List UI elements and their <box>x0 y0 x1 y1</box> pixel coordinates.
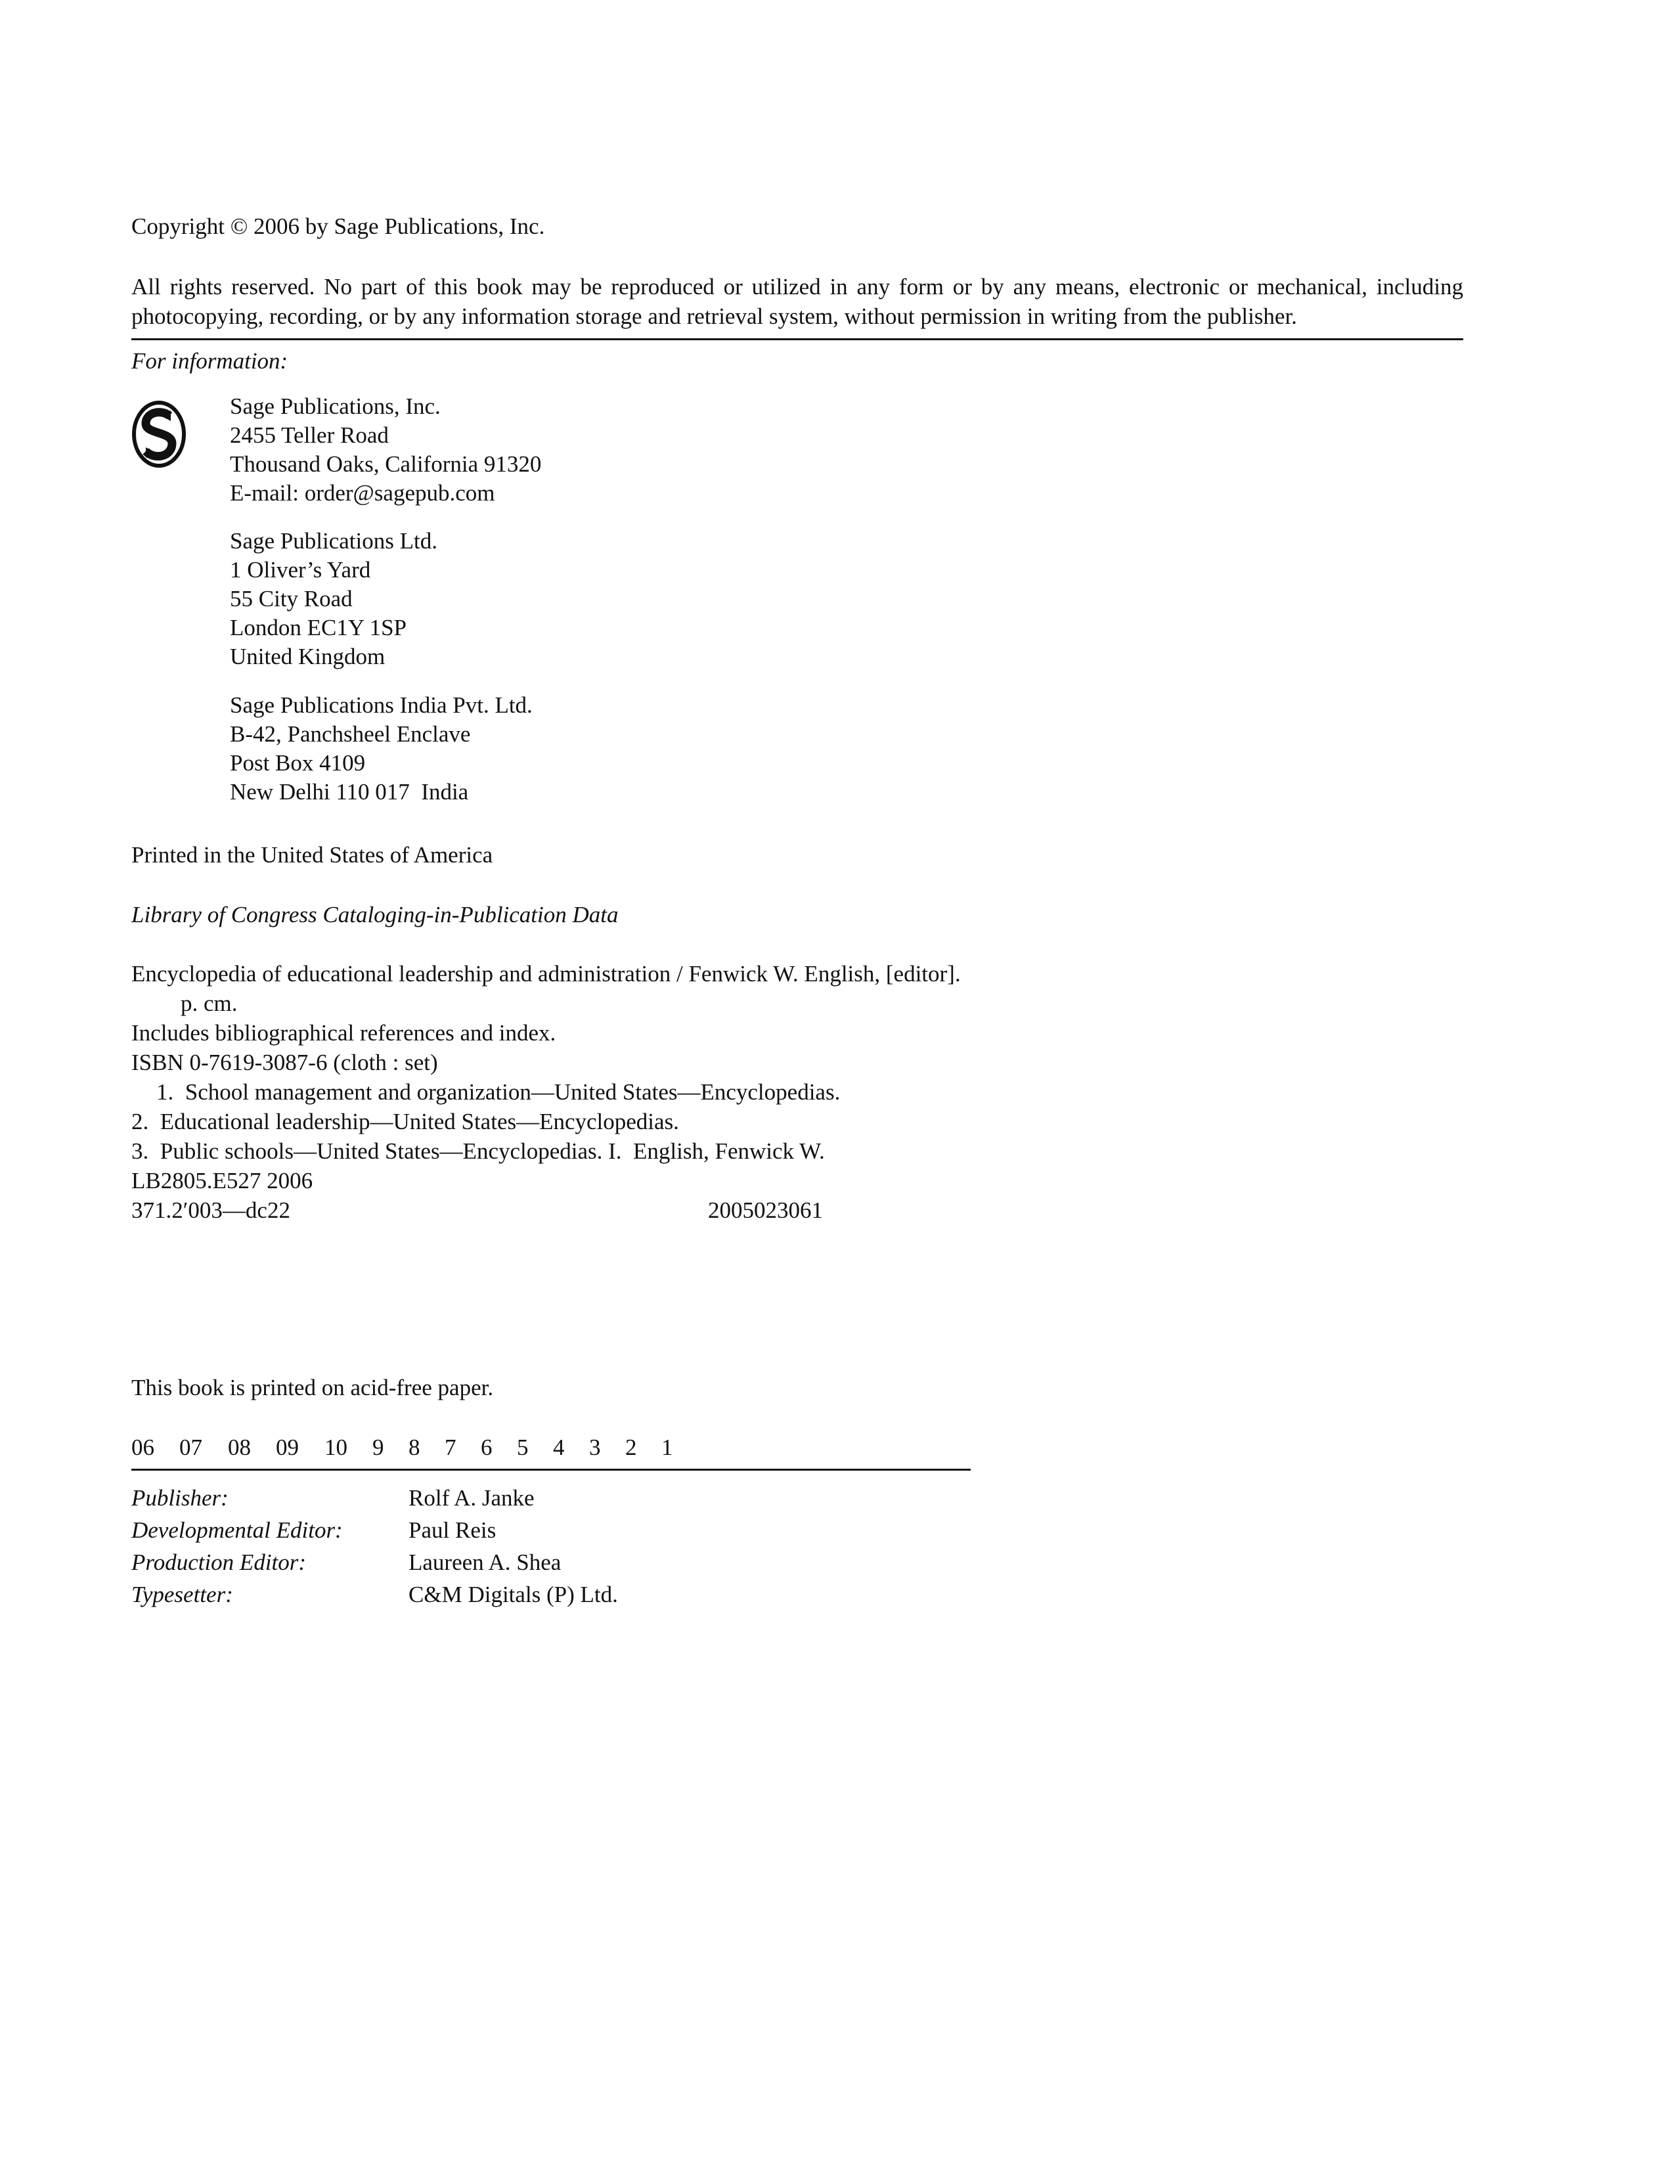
print-line-number: 4 <box>553 1435 565 1460</box>
print-line-number: 09 <box>276 1435 299 1460</box>
print-line-number: 8 <box>409 1435 420 1460</box>
print-line-number: 2 <box>625 1435 637 1460</box>
address-line: 1 Oliver’s Yard <box>230 557 371 583</box>
cip-lccn: 2005023061 <box>708 1197 823 1223</box>
cip-heading: Library of Congress Cataloging-in-Publication Data <box>131 902 619 927</box>
copyright-line: Copyright © 2006 by Sage Publications, Inc. <box>131 213 545 239</box>
credit-role: Developmental Editor: <box>131 1517 343 1543</box>
cip-lc-call-number: LB2805.E527 2006 <box>131 1168 313 1193</box>
for-information-label: For information: <box>131 348 288 374</box>
print-line-number: 9 <box>372 1435 384 1460</box>
address-line: Sage Publications Ltd. <box>230 528 437 554</box>
cip-isbn: ISBN 0-7619-3087-6 (cloth : set) <box>131 1050 438 1075</box>
print-line-number: 07 <box>179 1435 202 1460</box>
print-line-number: 3 <box>589 1435 601 1460</box>
cip-subject-2: 2. Educational leadership—United States—Encyclopedias. <box>131 1109 679 1134</box>
address-us <box>230 392 541 508</box>
credits-divider <box>131 1469 971 1471</box>
address-uk <box>230 527 437 671</box>
address-line: 55 City Road <box>230 586 353 612</box>
address-line: E-mail: order@sagepub.com <box>230 480 495 506</box>
print-line-number: 10 <box>324 1435 347 1460</box>
address-line: New Delhi 110 017 India <box>230 779 469 805</box>
address-line: B-42, Panchsheel Enclave <box>230 721 471 747</box>
acid-free-note: This book is printed on acid-free paper. <box>131 1375 494 1400</box>
cip-subject-1: 1. School management and organization—United States—Encyclopedias. <box>156 1079 841 1105</box>
cip-pcm: p. cm. <box>181 991 238 1016</box>
address-line: London EC1Y 1SP <box>230 615 407 640</box>
address-line: Sage Publications, Inc. <box>230 393 441 419</box>
credit-name: Paul Reis <box>409 1517 497 1543</box>
print-line-number: 6 <box>481 1435 493 1460</box>
address-line: United Kingdom <box>230 644 386 669</box>
print-line-number: 1 <box>661 1435 673 1460</box>
address-line: Post Box 4109 <box>230 750 366 776</box>
address-line: Sage Publications India Pvt. Ltd. <box>230 692 533 718</box>
cip-dewey-number: 371.2′003—dc22 <box>131 1197 290 1223</box>
print-line-number: 5 <box>517 1435 529 1460</box>
credit-name: Rolf A. Janke <box>409 1485 535 1511</box>
printed-in-line: Printed in the United States of America <box>131 842 493 868</box>
print-line-number: 7 <box>445 1435 456 1460</box>
cip-subject-3: 3. Public schools—United States—Encyclopedias. I. English, Fenwick W. <box>131 1138 825 1164</box>
address-line: 2455 Teller Road <box>230 422 389 448</box>
address-line: Thousand Oaks, California 91320 <box>230 451 542 477</box>
sage-s-logo-icon <box>131 400 187 468</box>
address-india <box>230 691 533 807</box>
print-line-number: 06 <box>131 1435 154 1460</box>
print-line-number: 08 <box>228 1435 251 1460</box>
cip-bibliography: Includes bibliographical references and index. <box>131 1020 556 1046</box>
rights-line-1: All rights reserved. No part of this book may be reproduced or utilized in any form or by any means, electronic or mechanical, including <box>131 274 1463 300</box>
credit-role: Publisher: <box>131 1485 229 1511</box>
credit-role: Production Editor: <box>131 1549 307 1575</box>
credit-name: Laureen A. Shea <box>409 1549 562 1575</box>
credit-role: Typesetter: <box>131 1582 233 1607</box>
rights-divider <box>131 338 1463 340</box>
rights-line-2: photocopying, recording, or by any information storage and retrieval system, without permission in writing from the publisher. <box>131 303 1297 329</box>
credit-name: C&M Digitals (P) Ltd. <box>409 1582 618 1607</box>
cip-title-line: Encyclopedia of educational leadership and administration / Fenwick W. English, [editor]. <box>131 961 961 987</box>
